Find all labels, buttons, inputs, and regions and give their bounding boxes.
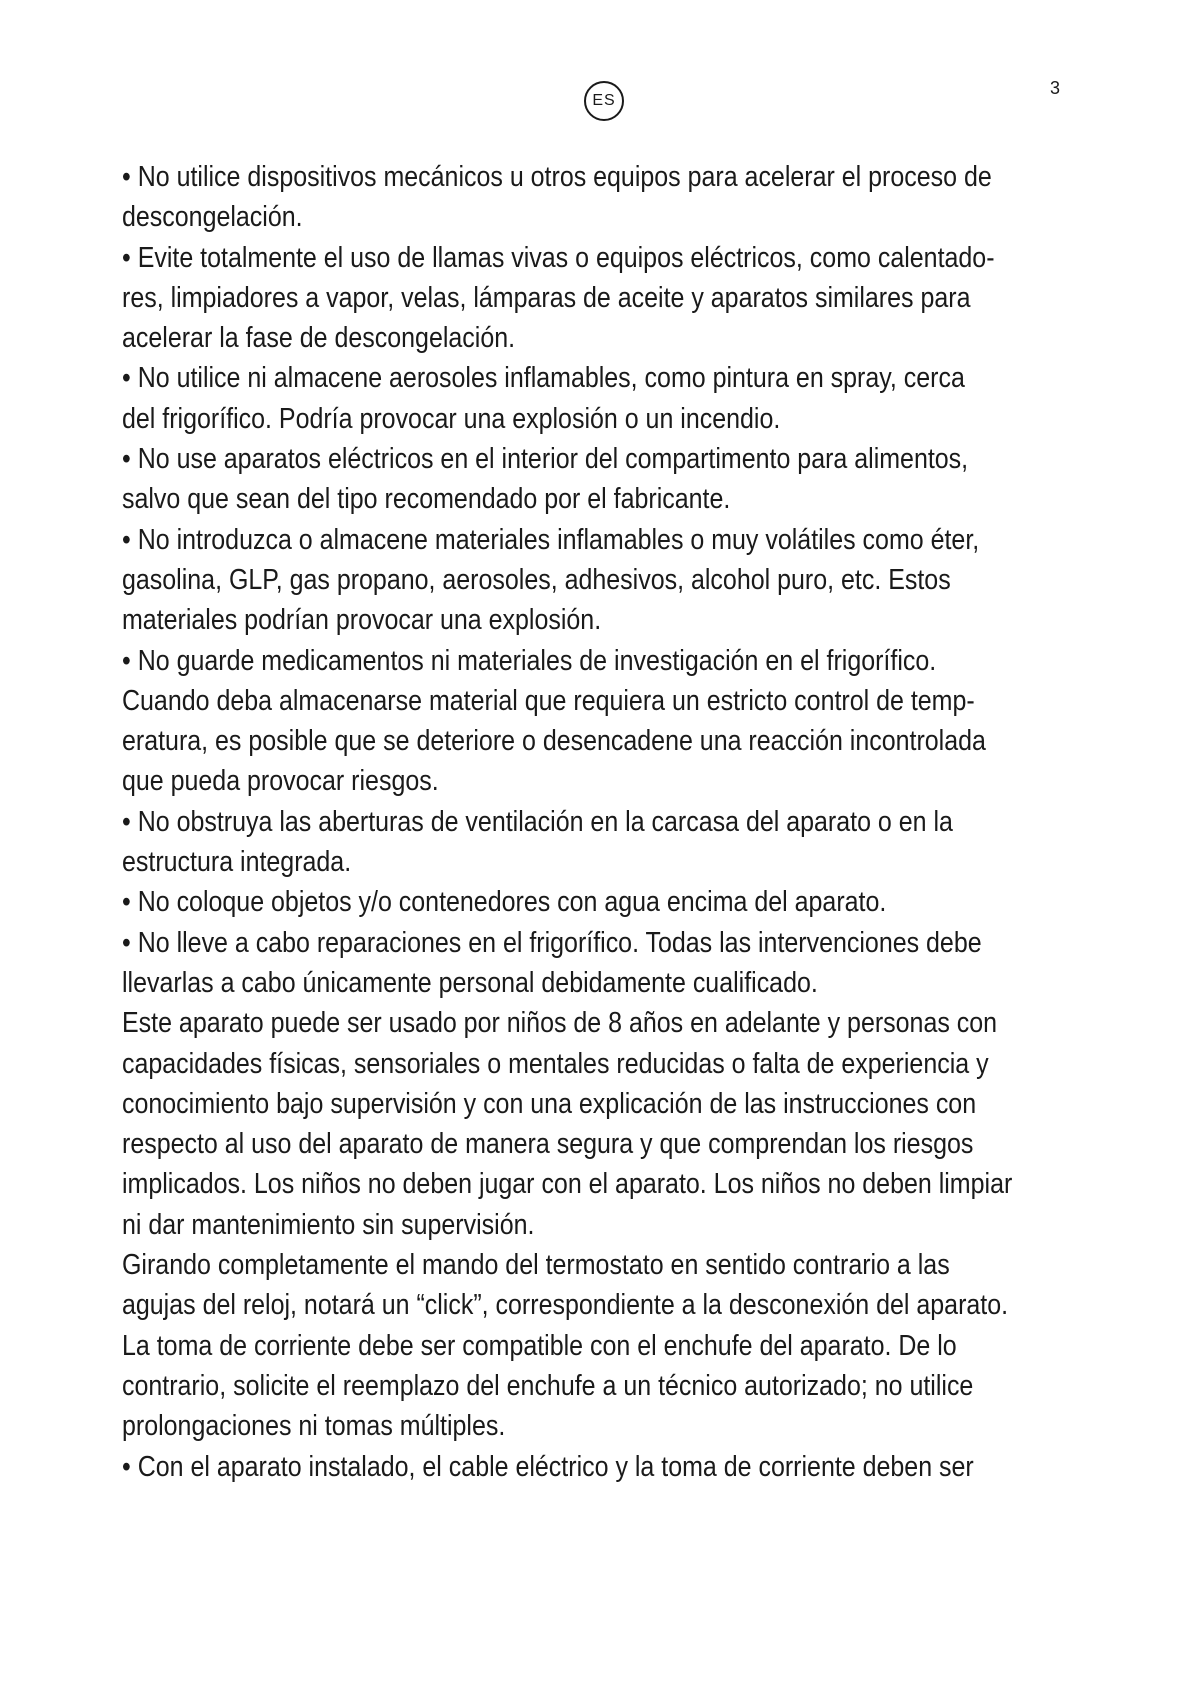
text-line: Este aparato puede ser usado por niños de 8 años en adelante y personas con	[122, 1007, 998, 1040]
text-line: Cuando deba almacenarse material que requiera un estricto control de temp-	[122, 684, 975, 717]
page-number: 3	[1050, 78, 1061, 98]
text-line: • No utilice ni almacene aerosoles inflamables, como pintura en spray, cerca	[122, 362, 965, 395]
text-line: llevarlas a cabo únicamente personal debidamente cualificado.	[122, 966, 818, 999]
text-line: implicados. Los niños no deben jugar con el aparato. Los niños no deben limpiar	[122, 1168, 1013, 1201]
text-line: prolongaciones ni tomas múltiples.	[122, 1410, 506, 1443]
text-line: del frigorífico. Podría provocar una explosión o un incendio.	[122, 402, 781, 435]
text-line: • No guarde medicamentos ni materiales de investigación en el frigorífico.	[122, 644, 937, 677]
text-line: • Evite totalmente el uso de llamas vivas o equipos eléctricos, como calentado-	[122, 241, 995, 274]
text-line: • No use aparatos eléctricos en el interior del compartimento para alimentos,	[122, 443, 969, 476]
text-line: ni dar mantenimiento sin supervisión.	[122, 1208, 535, 1241]
text-line: gasolina, GLP, gas propano, aerosoles, adhesivos, alcohol puro, etc. Estos	[122, 563, 951, 596]
text-line: • Con el aparato instalado, el cable eléctrico y la toma de corriente deben ser	[122, 1450, 974, 1483]
body-text	[122, 157, 1082, 1487]
text-line: que pueda provocar riesgos.	[122, 765, 439, 798]
text-line: • No obstruya las aberturas de ventilación en la carcasa del aparato o en la	[122, 805, 953, 838]
language-badge	[584, 81, 624, 121]
text-line: agujas del reloj, notará un “click”, correspondiente a la desconexión del aparato.	[122, 1289, 1009, 1322]
language-code: ES	[592, 92, 616, 109]
text-line: materiales podrían provocar una explosión.	[122, 604, 602, 637]
text-line: • No utilice dispositivos mecánicos u otros equipos para acelerar el proceso de	[122, 161, 992, 193]
text-line: • No introduzca o almacene materiales inflamables o muy volátiles como éter,	[122, 523, 980, 556]
text-line: estructura integrada.	[122, 846, 352, 879]
text-line: La toma de corriente debe ser compatible con el enchufe del aparato. De lo	[122, 1329, 957, 1362]
text-line: eratura, es posible que se deteriore o desencadene una reacción incontrolada	[122, 725, 986, 758]
text-line: conocimiento bajo supervisión y con una explicación de las instrucciones con	[122, 1087, 977, 1120]
text-line: acelerar la fase de descongelación.	[122, 322, 516, 355]
text-line: respecto al uso del aparato de manera segura y que comprendan los riesgos	[122, 1128, 974, 1161]
text-line: capacidades físicas, sensoriales o mentales reducidas o falta de experiencia y	[122, 1047, 989, 1080]
text-line: • No lleve a cabo reparaciones en el frigorífico. Todas las intervenciones debe	[122, 926, 982, 959]
text-line: • No coloque objetos y/o contenedores con agua encima del aparato.	[122, 886, 887, 919]
text-line: res, limpiadores a vapor, velas, lámparas de aceite y aparatos similares para	[122, 281, 971, 314]
text-line: contrario, solicite el reemplazo del enchufe a un técnico autorizado; no utilice	[122, 1369, 974, 1402]
text-line: salvo que sean del tipo recomendado por el fabricante.	[122, 483, 731, 516]
text-line: Girando completamente el mando del termostato en sentido contrario a las	[122, 1249, 950, 1282]
text-line: descongelación.	[122, 201, 303, 234]
